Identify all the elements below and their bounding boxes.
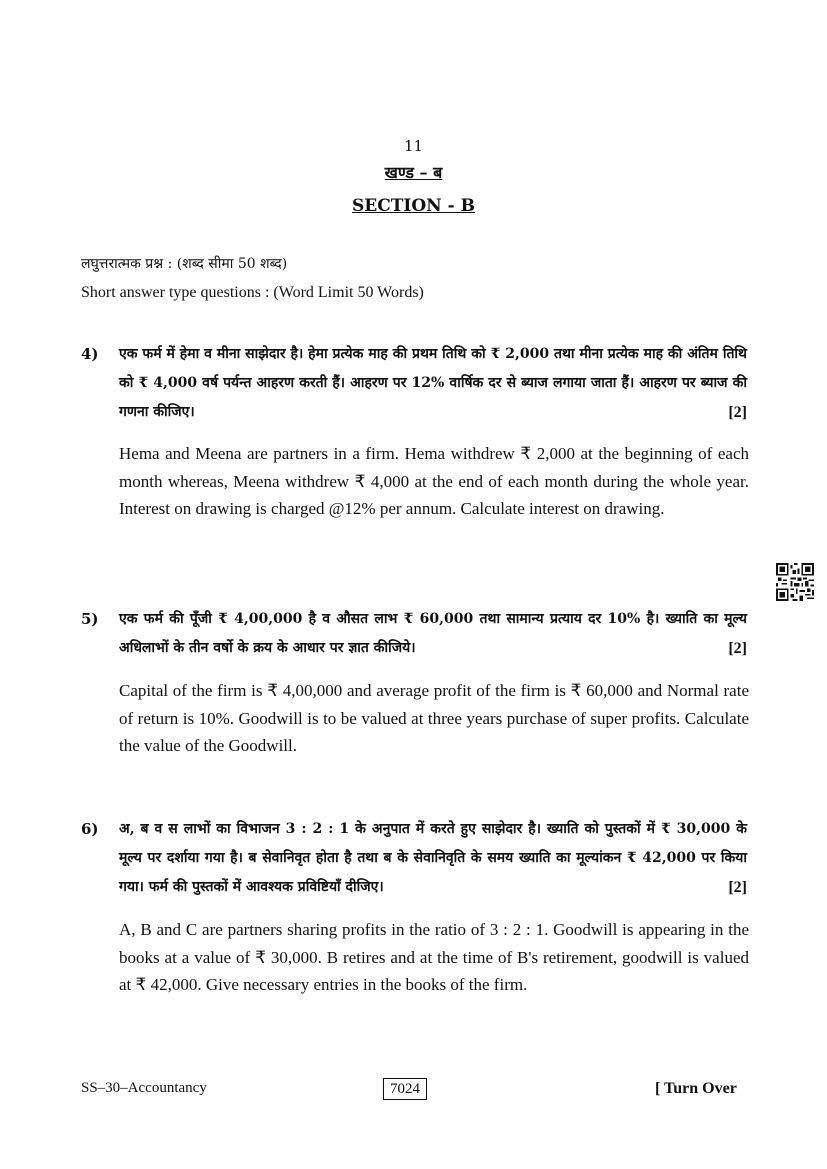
- question-4-hindi: [119, 340, 747, 427]
- section-heading: [0, 196, 827, 216]
- question-5-english: Capital of the firm is ₹ 4,00,000 and average profit of the firm is ₹ 60,000 and Normal rate of return is 10%. Goodwill is to be valued at three years purchase of super profits. Calculate the value of the Goodwill.: [119, 681, 749, 755]
- footer-turn-over: [ Turn Over: [655, 1080, 737, 1097]
- question-4-english: Hema and Meena are partners in a firm. Hema withdrew ₹ 2,000 at the beginning of each month whereas, Meena withdrew ₹ 4,000 at the end of each month during the whole year. Interest on drawing is charged @12% per annum. Calculate interest on drawing.: [119, 444, 749, 518]
- section-heading-hindi-text: खण्ड – ब: [384, 163, 443, 182]
- question-4-hindi-text: एक फर्म में हेमा व मीना साझेदार है। हेमा प्रत्येक माह की प्रथम तिथि को ₹ 2,000 तथा मीना प्रत्येक माह की अंतिम तिथि को ₹ 4,000 वर्ष पर्यन्त आहरण करती हैं। आहरण पर 12% वार्षिक दर से ब्याज लगाया जाता हैं। आहरण पर ब्याज की गणना कीजिए।: [119, 346, 747, 420]
- question-6-hindi-text: अ, ब व स लाभों का विभाजन 3 : 2 : 1 के अनुपात में करते हुए साझेदार है। ख्याति को पुस्तकों में ₹ 30,000 के मूल्य पर दर्शाया गया है। ब सेवानिवृत होता है तथा ब के सेवानिवृति के समय ख्याति का मूल्यांकन ₹ 42,000 पर किया गया। फर्म की पुस्तकों में आवश्यक प्रविष्टियाँ दीजिए।: [119, 821, 747, 895]
- question-4-marks: [2]: [728, 404, 747, 421]
- instructions-english: Short answer type questions : (Word Limit 50 Words): [81, 284, 424, 301]
- question-6-marks: [2]: [728, 879, 747, 896]
- question-6-hindi: [119, 815, 747, 902]
- page-number: 11: [403, 137, 424, 155]
- question-5-marks: [2]: [728, 640, 747, 657]
- question-5-hindi-text: एक फर्म की पूँजी ₹ 4,00,000 है व औसत लाभ ₹ 60,000 तथा सामान्य प्रत्याय दर 10% है। ख्याति का मूल्य अधिलाभों के तीन वर्षो के क्रय के आधार पर ज्ञात कीजिये।: [119, 611, 747, 656]
- question-6-english: A, B and C are partners sharing profits in the ratio of 3 : 2 : 1. Goodwill is appearing in the books at a value of ₹ 30,000. B retires and at the time of B's retirement, goodwill is valued at ₹ 42,000. Give necessary entries in the books of the firm.: [119, 920, 749, 994]
- question-5-hindi: [119, 605, 747, 663]
- section-heading-text: SECTION - B: [352, 196, 475, 216]
- question-5-number: 5): [81, 610, 99, 628]
- question-4-number: 4): [81, 345, 99, 363]
- footer-subject: SS–30–Accountancy: [81, 1080, 207, 1096]
- instructions-hindi: लघुत्तरात्मक प्रश्न : (शब्द सीमा 50 शब्द): [81, 256, 288, 272]
- footer-paper-code: 7024: [383, 1078, 427, 1100]
- qr-code-icon: [776, 563, 814, 601]
- question-6-number: 6): [81, 820, 99, 838]
- section-heading-hindi: [0, 161, 827, 183]
